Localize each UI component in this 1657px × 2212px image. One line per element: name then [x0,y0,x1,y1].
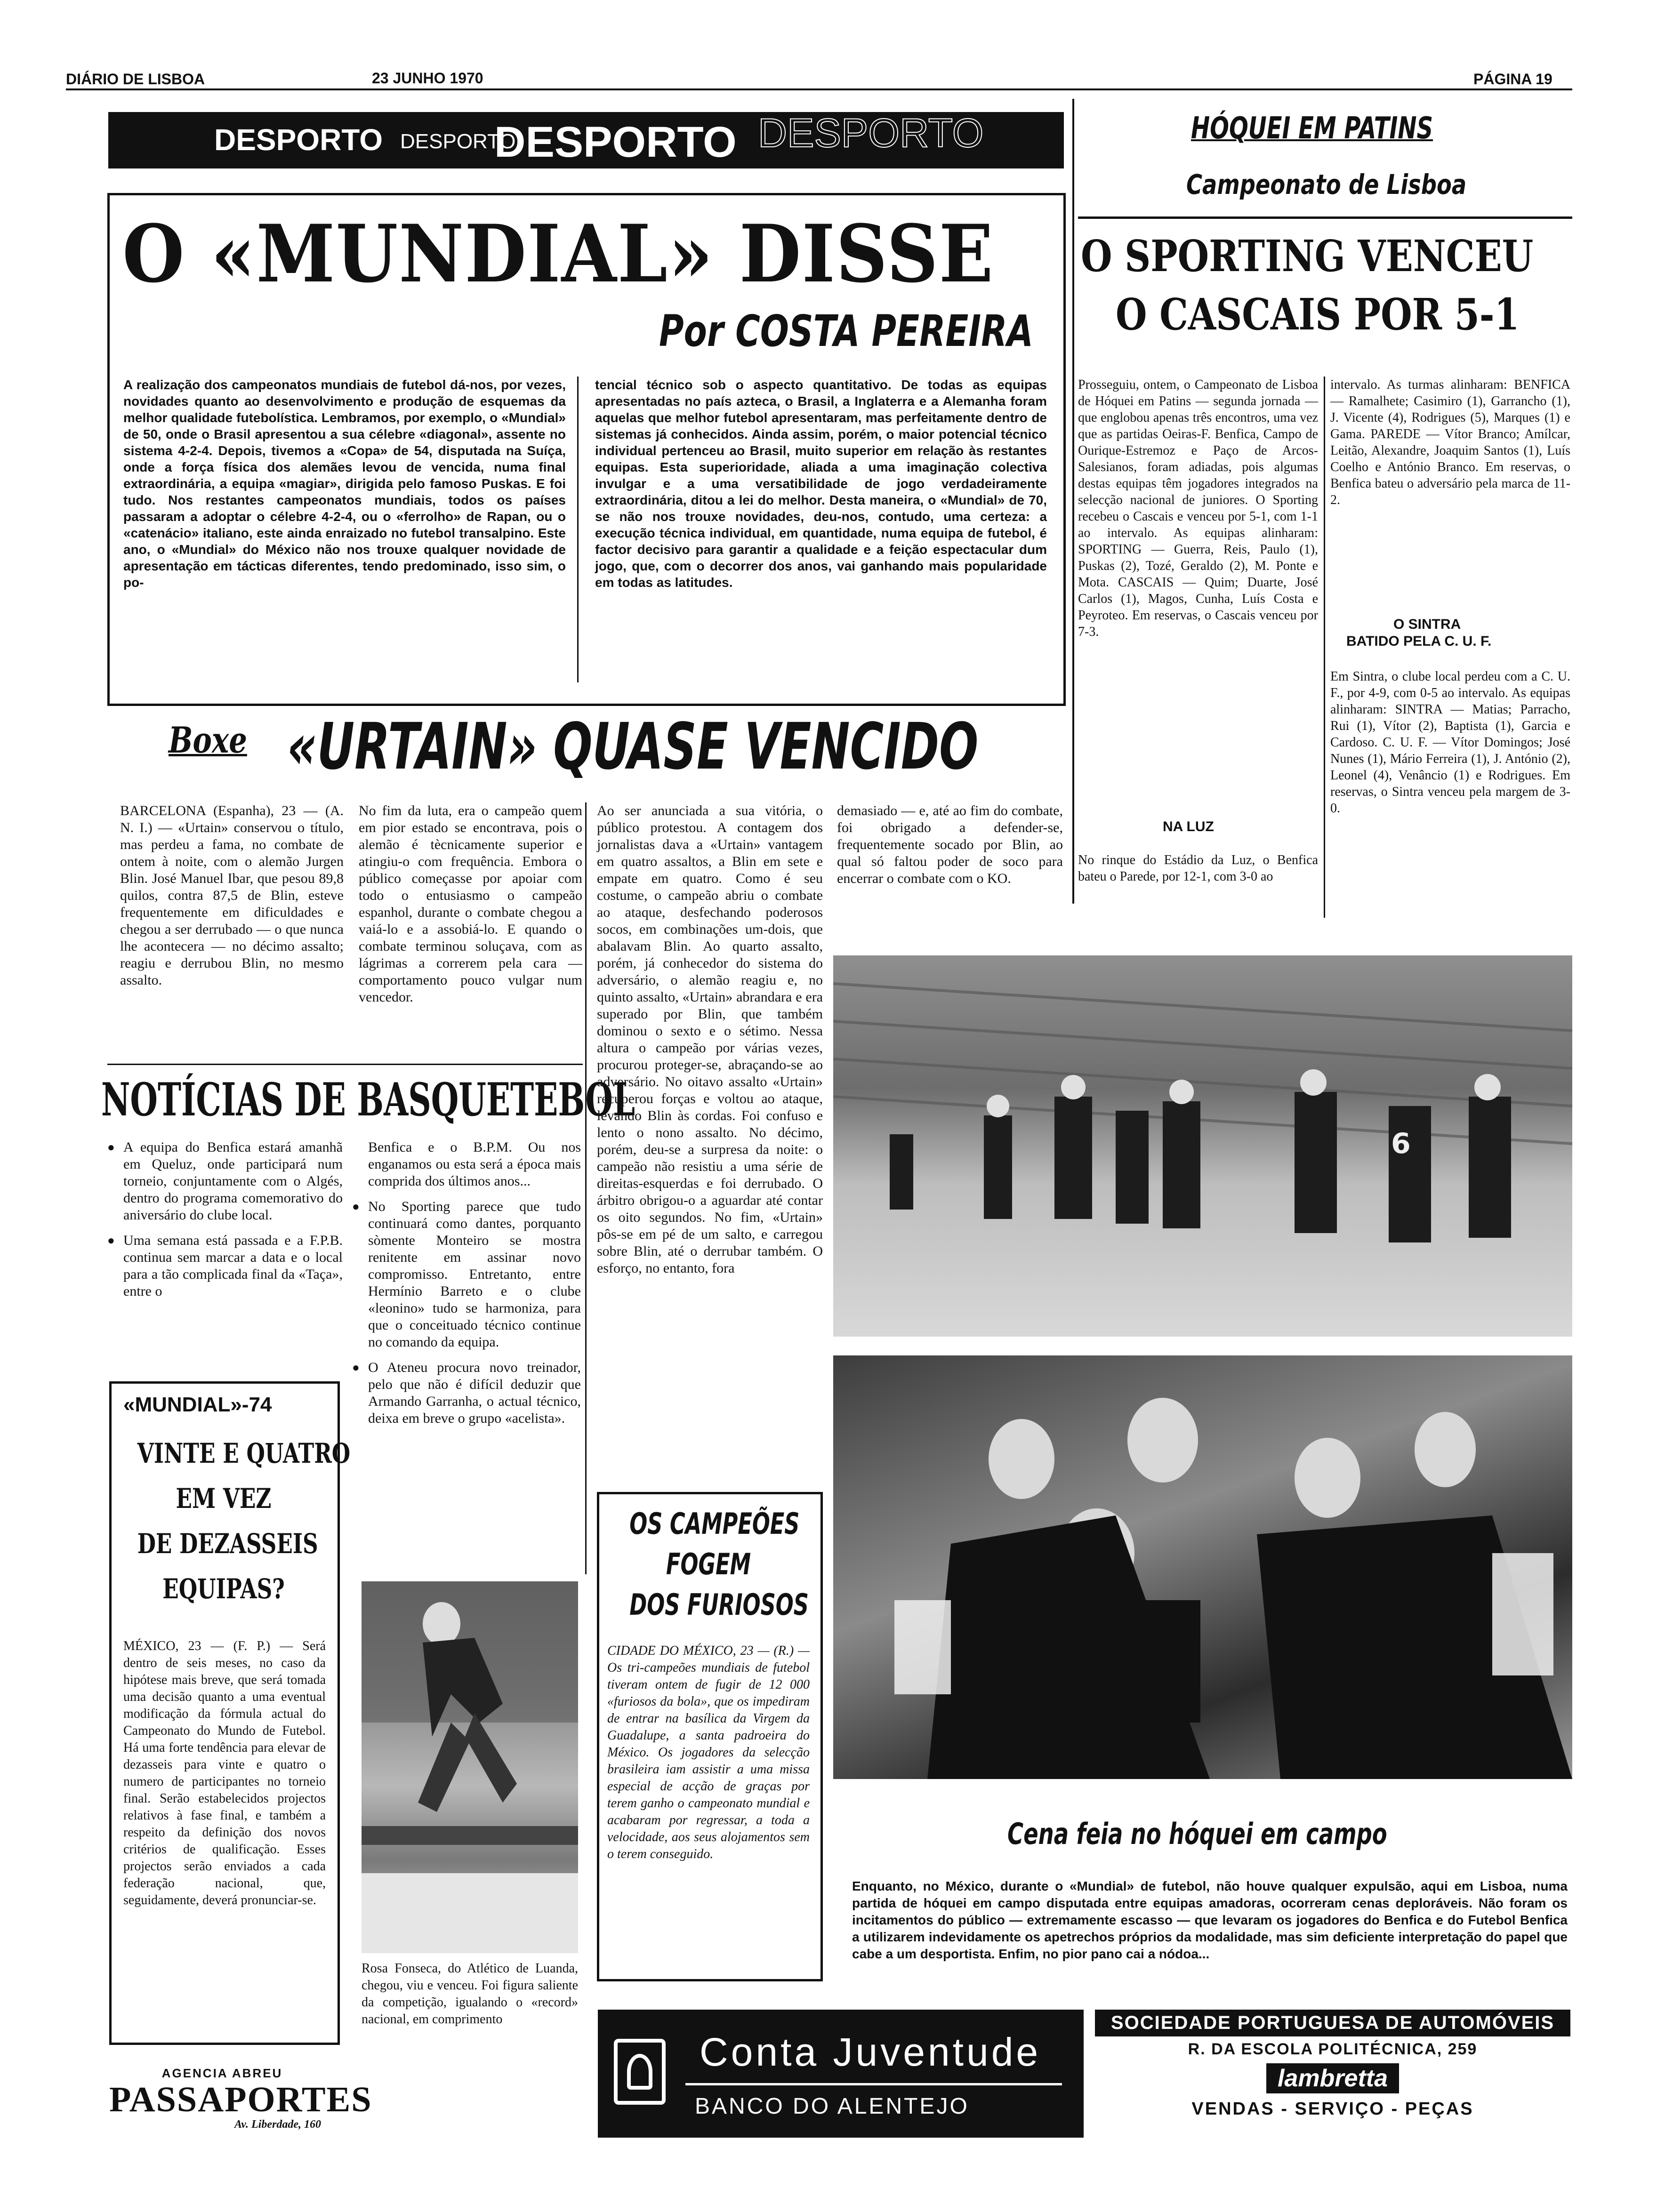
boxe-label: Boxe [169,719,247,761]
banner-word: DESPORTO [494,118,737,166]
athlete-figure [362,1581,578,1953]
hoquei-subhead-sintra: O SINTRA [1393,617,1461,632]
lambretta-logo: lambretta [1266,2063,1399,2093]
mundial-col1: A realização dos campeonatos mundiais de futebol dá-nos, por vezes, novidades quanto ao desenvolvimento e produção de esquemas da melhor qualidade futebolística. Lembramos, por exemplo, o «Mundial» de 50, onde o Brasil apresentou a sua célebre «diagonal», assente no sistema 4-2-4. Depois, tivemos a «Copa» de 54, disputada na Suíça, onde a força física dos alemães levou de vencida, numa final extraordinária, a equipa «magiar», dirigida pelo famoso Puskas. E foi tudo. Nos restantes campeonatos mundiais, todos os países passaram a adoptar o célebre 4-2-4, ou o «ferrolho» de Rapan, ou o «catenácio» italiano, este ainda enraizado no futebol transalpino. Este ano, o «Mundial» do México não nos trouxe qualquer novidade de apresentação em tácticas diferentes, tendo predominado, isso sim, o po- [123,377,566,590]
mundial74-kicker: «MUNDIAL»-74 [123,1393,272,1416]
column-rule [1072,99,1074,904]
list-item: ● A equipa do Benfica estará amanhã em Queluz, onde participará num torneio, conjuntamente com o Algés, dentro do programa comemorativo do aniversário do clube local. [123,1139,343,1224]
auto-name: SOCIEDADE PORTUGUESA DE AUTOMÓVEIS [1095,2010,1570,2036]
banner-word: DESPORTO [400,130,516,153]
headline-line: DE DEZASSEIS [137,1528,318,1560]
athlete-photo [362,1581,578,1953]
conta-divider [685,2083,1062,2085]
headline-line: DOS FURIOSOS [629,1587,809,1622]
column-rule [585,802,587,1574]
auto-address: R. DA ESCOLA POLITÉCNICA, 259 [1188,2040,1478,2058]
list-item: ● O Ateneu procura novo treinador, pelo que não é difícil deduzir que Armando Garranha, o actual técnico, deixa em breve o grupo «acelista». [368,1359,581,1427]
hockey-brawl [833,1355,1572,1779]
boxe-col3: Ao ser anunciada a sua vitória, o público protestou. A contagem dos jornalistas dava a «Urtain» vantagem em quatro assaltos, a Blin em sete e empate em quatro. Como é seu costume, o campeão abriu o combate ao ataque, desfechando poderosos socos, em combinações um-dois, que abalavam Blin. Ao quarto assalto, porém, já conhecedor do sistema do adversário, o alemão reagiu e, no quinto assalto, «Urtain» abrandara e era superado por Blin, que também dominou o sexto e o sétimo. Nessa altura o campeão por várias vezes, procurou proteger-se, abraçando-se ao adversário. No oitavo assalto «Urtain» recuperou forças e voltou ao ataque, levando Blin às cordas. Foi confuso e lento o nono assalto. No décimo, porém, deu-se a surpresa da noite: o campeão não resistiu a uma série de direitas-esquerdas e foi derrubado. O árbitro obrigou-o a aguardar até contar os oito segundos. No fim, «Urtain» pôs-se em pé de um salto, e carregou sobre Blin, até o derrubar também. O esforço, no entanto, fora [597,803,823,1276]
hoquei-headline-1: O SPORTING VENCEU [1081,231,1534,281]
abreu-agency: AGENCIA ABREU [161,2066,283,2080]
hockey-photo-top [833,955,1572,1337]
abreu-passaportes: PASSAPORTES [109,2080,372,2119]
hockey-players [833,955,1572,1337]
column-rule [577,377,579,682]
basket-headline: NOTÍCIAS DE BASQUETEBOL [101,1073,635,1126]
mundial-byline: Por COSTA PEREIRA [659,306,1033,356]
headline-line: OS CAMPEÕES [629,1507,800,1541]
section-rule [107,1064,583,1065]
automoveis-ad[interactable] [1095,2010,1570,2137]
conta-bank: BANCO DO ALENTEJO [695,2094,969,2119]
mundial74-body: MÉXICO, 23 — (F. P.) — Será dentro de seis meses, no caso da hipótese mais breve, que será tomada uma decisão quanto a uma eventual modificação da fórmula actual do Campeonato do Mundo de Futebol. Há uma forte tendência para elevar de dezasseis para vinte e quatro o numero de participantes no torneio final. Serão estabelecidos projectos relativos à fase final, e também a respeito da definição dos novos critérios de qualificação. Esses projectos serão enviados a cada federação nacional, que, seguidamente, deverá pronunciar-se. [123,1639,326,1907]
rosa-caption: Rosa Fonseca, do Atlético de Luanda, chegou, viu e venceu. Foi figura saliente da competição, igualando o «record» nacional, em comprimento [362,1961,578,2027]
headline-line: EM VEZ [176,1483,272,1515]
boxe-headline: «URTAIN» QUASE VENCIDO [287,710,979,784]
photo-caption-body: Enquanto, no México, durante o «Mundial» de futebol, não houve qualquer expulsão, aqui em Lisboa, numa partida de hóquei em campo disputada entre equipas amadoras, ocorreram cenas deploráveis. Não foram os incitamentos do público — extremamente escasso — que levaram os jogadores do Benfica e do Futebol Benfica a utilizarem indevidamente os apetrechos próprios da modalidade, mas sim deficiente interpretação do papel que cabe a um desportista. Enfim, no pior pano cai a nódoa... [852,1879,1568,1961]
hoquei-kicker: HÓQUEI EM PATINS [1191,111,1433,146]
banner-word: DESPORTO [214,123,383,157]
sport-banner [108,112,1064,168]
hoquei-col2b: Em Sintra, o clube local perdeu com a C. U. F., por 4-9, com 0-5 ao intervalo. As equipas alinharam: SINTRA — Matias; Parracho, Rui (1), Vítor (2), Baptista (1), Garcia e Cardoso. C. U. F. — Vítor Domingos; José Nunes (1), Mário Ferreira (1), J. António (2), Leonel (4), Venâncio (1) e Rodrigues. Em reservas, o Sintra venceu pela margem de 3-0. [1330,669,1570,816]
list-item: ● No Sporting parece que tudo continuará como dantes, porquanto sòmente Monteiro se mostra renitente em assinar novo compromisso. Entretanto, entre Hermínio Barreto e o clube «leonino» tudo se harmoniza, para que o conceituado técnico continue no comando da equipa. [368,1198,581,1351]
hoquei-subhead-sintra: BATIDO PELA C. U. F. [1346,633,1492,649]
hoquei-subhead: Campeonato de Lisboa [1186,168,1467,200]
hoquei-subhead-luz: NA LUZ [1163,819,1214,834]
basket-col2 [368,1139,581,1435]
headline-line: VINTE E QUATRO [137,1437,351,1469]
conta-title: Conta Juventude [700,2030,1041,2074]
bank-logo-icon [614,2039,666,2105]
hoquei-col1: Prosseguiu, ontem, o Campeonato de Lisboa de Hóquei em Patins — segunda jornada — que englobou apenas três encontros, uma vez que as partidas Oeiras-F. Benfica, Campo de Ourique-Estremoz e Paço de Arcos-Salesianos, foram adiadas, pois algumas destas equipas têm jogadores integrados na selecção nacional de juniores. O Sporting recebeu o Cascais e venceu por 5-1, com 1-1 ao intervalo. As equipas alinharam: SPORTING — Guerra, Reis, Paulo (1), Puskas (2), Tozé, Geraldo (2), M. Ponte e Mota. CASCAIS — Quim; Duarte, José Carlos (1), Magos, Cunha, Luís Costa e Peyroteo. Em reservas, o Cascais venceu por 7-3. [1078,377,1318,639]
banner-word: DESPORTO [758,112,984,156]
photo-caption-title: Cena feia no hóquei em campo [1007,1817,1387,1851]
list-item: Benfica e o B.P.M. Ou nos enganamos ou esta será a época mais comprida dos últimos anos... [368,1139,581,1189]
conta-juventude-ad[interactable] [598,2010,1084,2138]
mundial-col2: tencial técnico sob o aspecto quantitativo. De todas as equipas apresentadas no país azteca, o Brasil, a Inglaterra e a Alemanha foram aquelas que melhor futebol apresentaram, mas perfeitamente dentro de sistemas já conhecidos. Ainda assim, porém, o maior potencial técnico individual pertenceu ao Brasil, muito superior em relação às restantes equipas. Esta superioridade, aliada a uma imaginação colectiva invulgar e a uma versatibilidade de jogo verdadeiramente extraordinária, ditou a lei do melhor. Desta maneira, o «Mundial» de 70, se não nos trouxe novidades, deu-nos, contudo, uma certeza: a execução técnica individual, em quantidade, numa equipa de futebol, é factor decisivo para garantir a qualidade e a feição espectacular dum jogo, que, com o decorrer dos anos, vai ganhando mais popularidade em todas as latitudes. [595,377,1047,590]
header-rule [66,88,1572,90]
headline-line: FOGEM [666,1547,751,1581]
list-item: ● Uma semana está passada e a F.P.B. continua sem marcar a data e o local para a tão complicada final da «Taça», entre o [123,1232,343,1300]
hoquei-col1b: No rinque do Estádio da Luz, o Benfica bateu o Parede, por 12-1, com 3-0 ao [1078,853,1318,884]
page-number: PÁGINA 19 [1473,71,1552,88]
mundial-headline: O «MUNDIAL» DISSE [122,207,994,300]
boxe-col2: No fim da luta, era o campeão quem em pior estado se encontrava, pois o alemão é tècnicamente superior e atingiu-o com frequência. Embora o público começasse por apoiar com todo o entusiasmo o campeão espanhol, durante o combate chegou a vaiá-lo e a assobiá-lo. E quando o combate terminou soluçava, com as lágrimas a correrem pela cara — comportamento pouco vulgar num vencedor. [359,803,582,1005]
auto-services: VENDAS - SERVIÇO - PEÇAS [1191,2099,1474,2119]
abreu-address: Av. Liberdade, 160 [234,2118,321,2131]
mundial74-headline [113,1431,351,1611]
headline-line: EQUIPAS? [162,1573,285,1605]
basket-col1 [123,1139,343,1308]
campeoes-headline [599,1504,818,1625]
newspaper-name: DIÁRIO DE LISBOA [66,71,205,88]
boxe-col4: demasiado — e, até ao fim do combate, foi obrigado a defender-se, frequentemente socado por Blin, ao qual só faltou poder de soco para encerrar o combate com o KO. [837,803,1063,886]
svg-text:6: 6 [1391,1127,1411,1160]
hockey-photo-bottom [833,1355,1572,1779]
hoquei-headline-2: O CASCAIS POR 5-1 [1116,289,1520,340]
abreu-ad[interactable] [109,2066,372,2141]
hoquei-rule [1078,216,1572,219]
campeoes-body: CIDADE DO MÉXICO, 23 — (R.) — Os tri-campeões mundiais de futebol tiveram ontem de fugir de 12 000 «furiosos da bola», que os impediram de entrar na basílica da Virgem da Guadalupe, a santa padroeira do México. Os jogadores da selecção brasileira iam assistir a uma missa especial de acção de graças por terem ganho o campeonato mundial e acabaram por regressar, a toda a velocidade, aos seus alojamentos sem o terem conseguido. [607,1643,810,1861]
column-rule [1324,377,1325,918]
issue-date: 23 JUNHO 1970 [372,70,483,87]
hoquei-col2: intervalo. As turmas alinharam: BENFICA — Ramalhete; Casimiro (1), Garrancho (1), J. Vicente (4), Rodrigues (5), Marques (1) e Gama. PAREDE — Vítor Branco; Amílcar, Leitão, Alexandre, Joaquim Santos (1), Luís Coelho e António Branco. Em reservas, o Benfica bateu o adversário pela marca de 11-2. [1330,377,1570,507]
boxe-col1: BARCELONA (Espanha), 23 — (A. N. I.) — «Urtain» conservou o título, mas perdeu a fama, no combate de ontem à noite, com o alemão Jurgen Blin. José Manuel Ibar, que pesou 89,8 quilos, contra 87,5 de Blin, esteve frequentemente em dificuldades e chegou a ser derrubado — o que nunca lhe acontecera — no décimo assalto; reagiu e derrubou Blin, no mesmo assalto. [120,803,344,988]
